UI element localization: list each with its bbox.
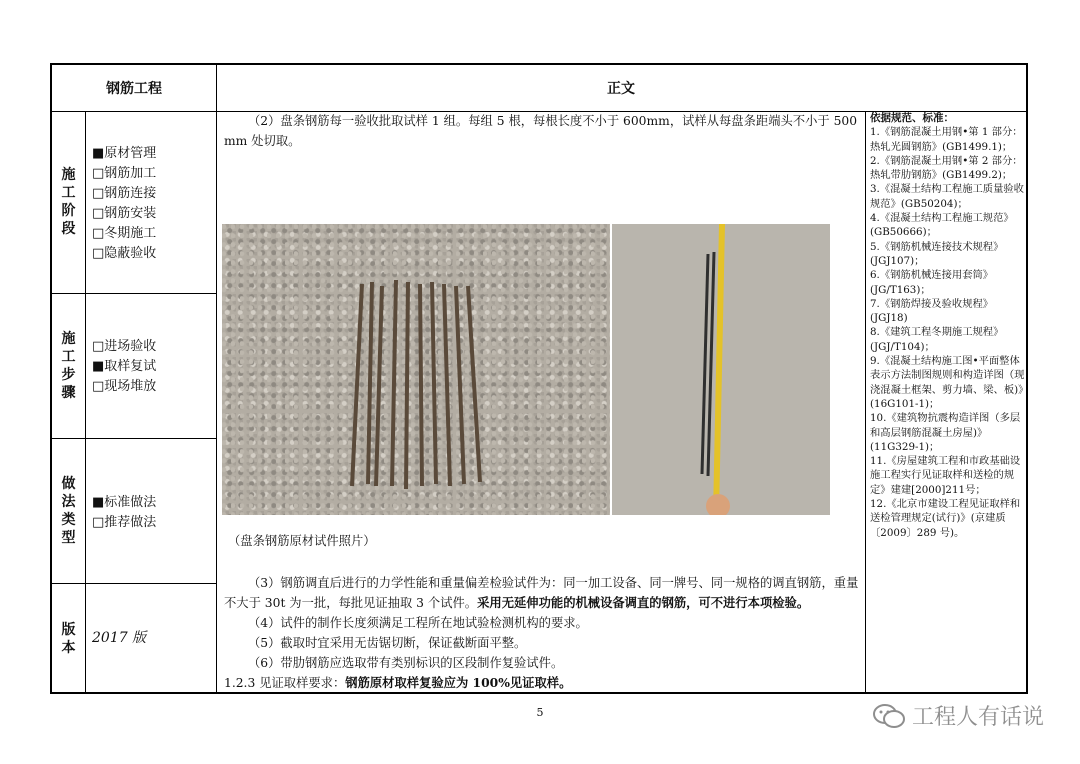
- stage-label: 施 工 阶 段: [61, 167, 76, 237]
- version-label: 版 本: [61, 621, 76, 656]
- photo-caption: （盘条钢筋原材试件照片）: [228, 534, 376, 548]
- reference-item: 7.《钢筋焊接及验收规程》(JGJ18): [870, 297, 994, 325]
- watermark: [872, 700, 1044, 731]
- option-item: ■原材管理: [92, 146, 157, 161]
- reference-item: 8.《建筑工程冬期施工规程》(JGJ/T104)；: [870, 326, 1004, 353]
- option-item: □钢筋安装: [92, 206, 157, 221]
- option-item: □现场堆放: [92, 379, 157, 394]
- paragraph-ribbed: （6）带肋钢筋应选取带有类别标识的区段制作复验试件。: [248, 656, 564, 670]
- rebar-measure-image: [612, 224, 830, 515]
- option-item: □钢筋连接: [92, 186, 157, 201]
- reference-item: 6.《钢筋机械连接用套筒》(JG/T163)；: [870, 269, 994, 296]
- wechat-icon: [872, 703, 906, 729]
- step-options: [92, 337, 156, 397]
- refs-divider: [865, 111, 866, 692]
- document-table: [50, 63, 1028, 694]
- reference-item: 9.《混凝土结构施工图•平面整体表示方法制图规则和构造详图（现浇混凝土框架、剪力墙、梁、板)》(16G101-1)；: [870, 355, 1025, 410]
- paragraph-sampling-rule: （2）盘条钢筋每一验收批取试样 1 组。每组 5 根，每根长度不小于 600mm，试样从每盘条距端头不小于 500 mm 处切取。: [224, 114, 858, 148]
- paragraph-length: （4）试件的制作长度须满足工程所在地试验检测机构的要求。: [248, 616, 588, 630]
- reference-item: 12.《北京市建设工程见证取样和送检管理规定(试行)》(京建质〔2009〕289 号)。: [870, 498, 1021, 539]
- watermark-text: 工程人有话说: [911, 705, 1044, 730]
- reference-item: 2.《钢筋混凝土用钢•第 2 部分：热轧带肋钢筋》(GB1499.2)；: [870, 154, 1023, 182]
- option-item: □钢筋加工: [92, 166, 157, 181]
- option-item: ■取样复试: [92, 359, 157, 374]
- paragraph-group: [224, 573, 864, 693]
- option-item: □隐蔽验收: [92, 246, 157, 261]
- reference-item: 1.《钢筋混凝土用钢•第 1 部分：热轧光圆钢筋》(GB1499.1)；: [870, 126, 1023, 153]
- page-number: 5: [536, 706, 544, 719]
- rebar-bundle-image: [222, 224, 610, 515]
- column-divider: [216, 65, 217, 692]
- reference-item: 4.《混凝土结构工程施工规范》(GB50666)；: [870, 212, 1014, 239]
- reference-item: 10.《建筑物抗震构造详图（多层和高层钢筋混凝土房屋)》(11G329-1)；: [870, 412, 1021, 453]
- paragraph-straightened-test: （3）钢筋调直后进行的力学性能和重量偏差检验试件为：同一加工设备、同一牌号、同一规格的调直钢筋，重量不大于 30t 为一批，每批见证抽取 3 个试件。采用无延伸功能的机械设备调直的钢筋，可不进行本项检验。: [224, 576, 859, 610]
- method-options: [92, 493, 156, 533]
- paragraph-witness: 1.2.3 见证取样要求：钢筋原材取样复验应为 100%见证取样。: [224, 675, 572, 690]
- photo-rebar-on-gravel: [222, 224, 610, 515]
- option-item: □推荐做法: [92, 515, 157, 530]
- references-title: 依据规范、标准：: [870, 112, 954, 124]
- method-label: 做 法 类 型: [61, 475, 76, 546]
- reference-item: 3.《混凝土结构工程施工质量验收规范》(GB50204)；: [870, 183, 1024, 210]
- header-section-title: 钢筋工程: [106, 81, 162, 97]
- main-body: [224, 111, 864, 690]
- option-item: □进场验收: [92, 339, 157, 354]
- references-list: [870, 111, 1028, 540]
- reference-item: 11.《房屋建筑工程和市政基础设施工程实行见证取样和送检的规定》建建[2000]211号；: [870, 455, 1021, 496]
- option-item: □冬期施工: [92, 226, 157, 241]
- step-label: 施 工 步 骤: [61, 330, 76, 401]
- header-body-title: 正文: [607, 81, 635, 97]
- option-item: ■标准做法: [92, 495, 157, 510]
- version-value: 2017 版: [92, 630, 147, 646]
- reference-item: 5.《钢筋机械连接技术规程》(JGJ107)；: [870, 240, 1004, 267]
- stage-options: [92, 144, 156, 264]
- label-divider: [85, 111, 86, 692]
- paragraph-cutting: （5）截取时宜采用无齿锯切断，保证截断面平整。: [248, 636, 527, 650]
- photo-rebar-with-tape: [612, 224, 830, 515]
